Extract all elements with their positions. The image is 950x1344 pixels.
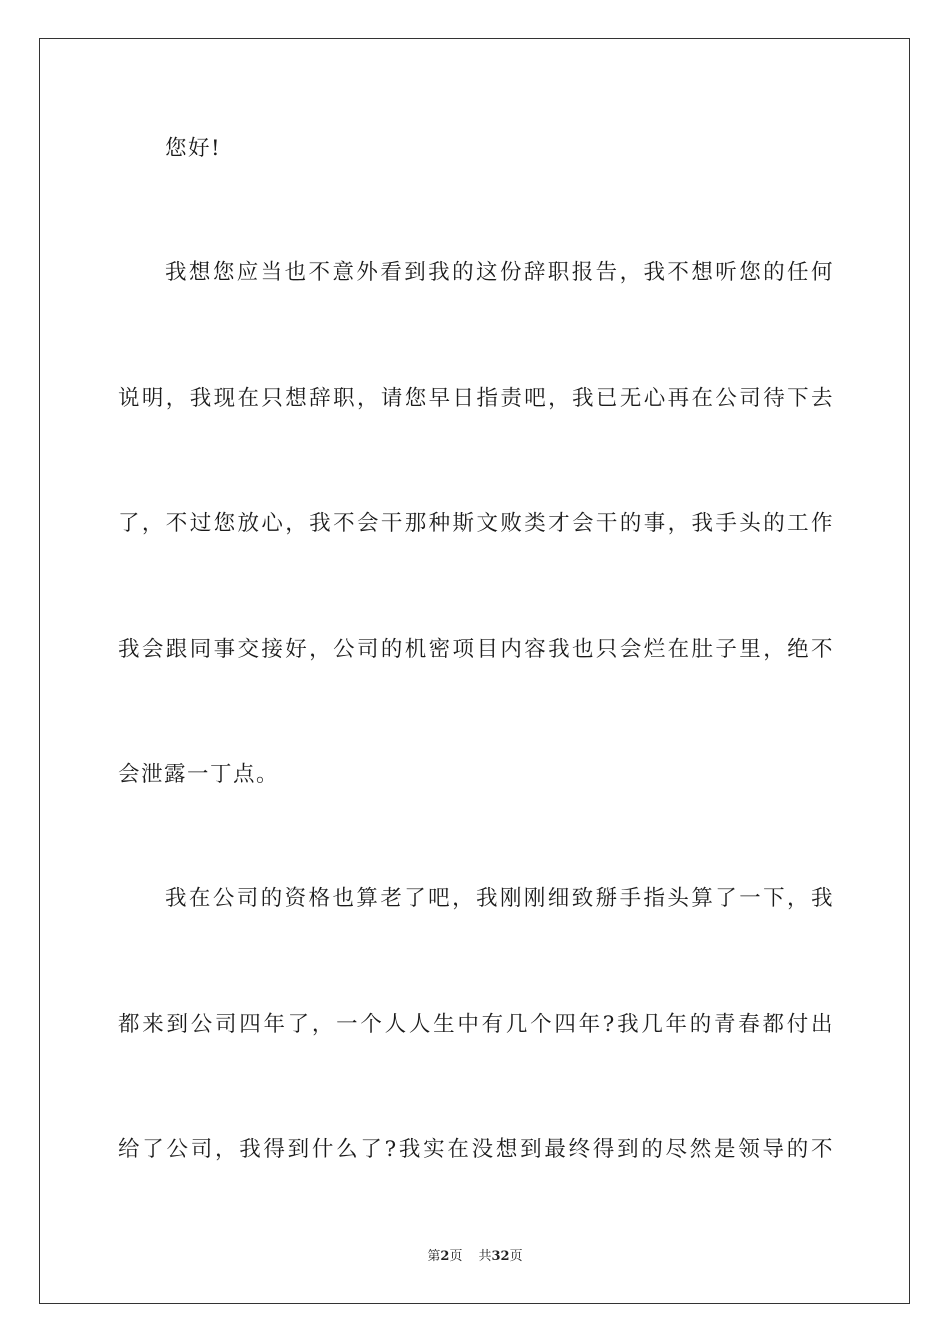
paragraph-line-6: 我在公司的资格也算老了吧，我刚刚细致掰手指头算了一下，我: [165, 886, 834, 911]
paragraph-line-4: 我会跟同事交接好，公司的机密项目内容我也只会烂在肚子里，绝不: [118, 637, 834, 662]
paragraph-line-8: 给了公司，我得到什么了?我实在没想到最终得到的尽然是领导的不: [118, 1137, 834, 1162]
paragraph-line-7: 都来到公司四年了，一个人人生中有几个四年?我几年的青春都付出: [118, 1012, 834, 1037]
total-pages: 32: [491, 1249, 510, 1264]
paragraph-line-2: 说明，我现在只想辞职，请您早日指责吧，我已无心再在公司待下去: [118, 386, 834, 411]
total-prefix: 共: [478, 1249, 492, 1264]
greeting: 您好!: [165, 136, 222, 161]
paragraph-line-1: 我想您应当也不意外看到我的这份辞职报告，我不想听您的任何: [165, 260, 834, 285]
paragraph-line-5: 会泄露一丁点。: [118, 762, 280, 787]
page-suffix: 页: [449, 1249, 463, 1264]
page-frame: [39, 38, 910, 1304]
page-number: 2: [440, 1249, 450, 1264]
paragraph-line-3: 了，不过您放心，我不会干那种斯文败类才会干的事，我手头的工作: [118, 511, 834, 536]
total-suffix: 页: [509, 1249, 523, 1264]
page-footer: [0, 1248, 950, 1266]
page-prefix: 第: [427, 1249, 441, 1264]
